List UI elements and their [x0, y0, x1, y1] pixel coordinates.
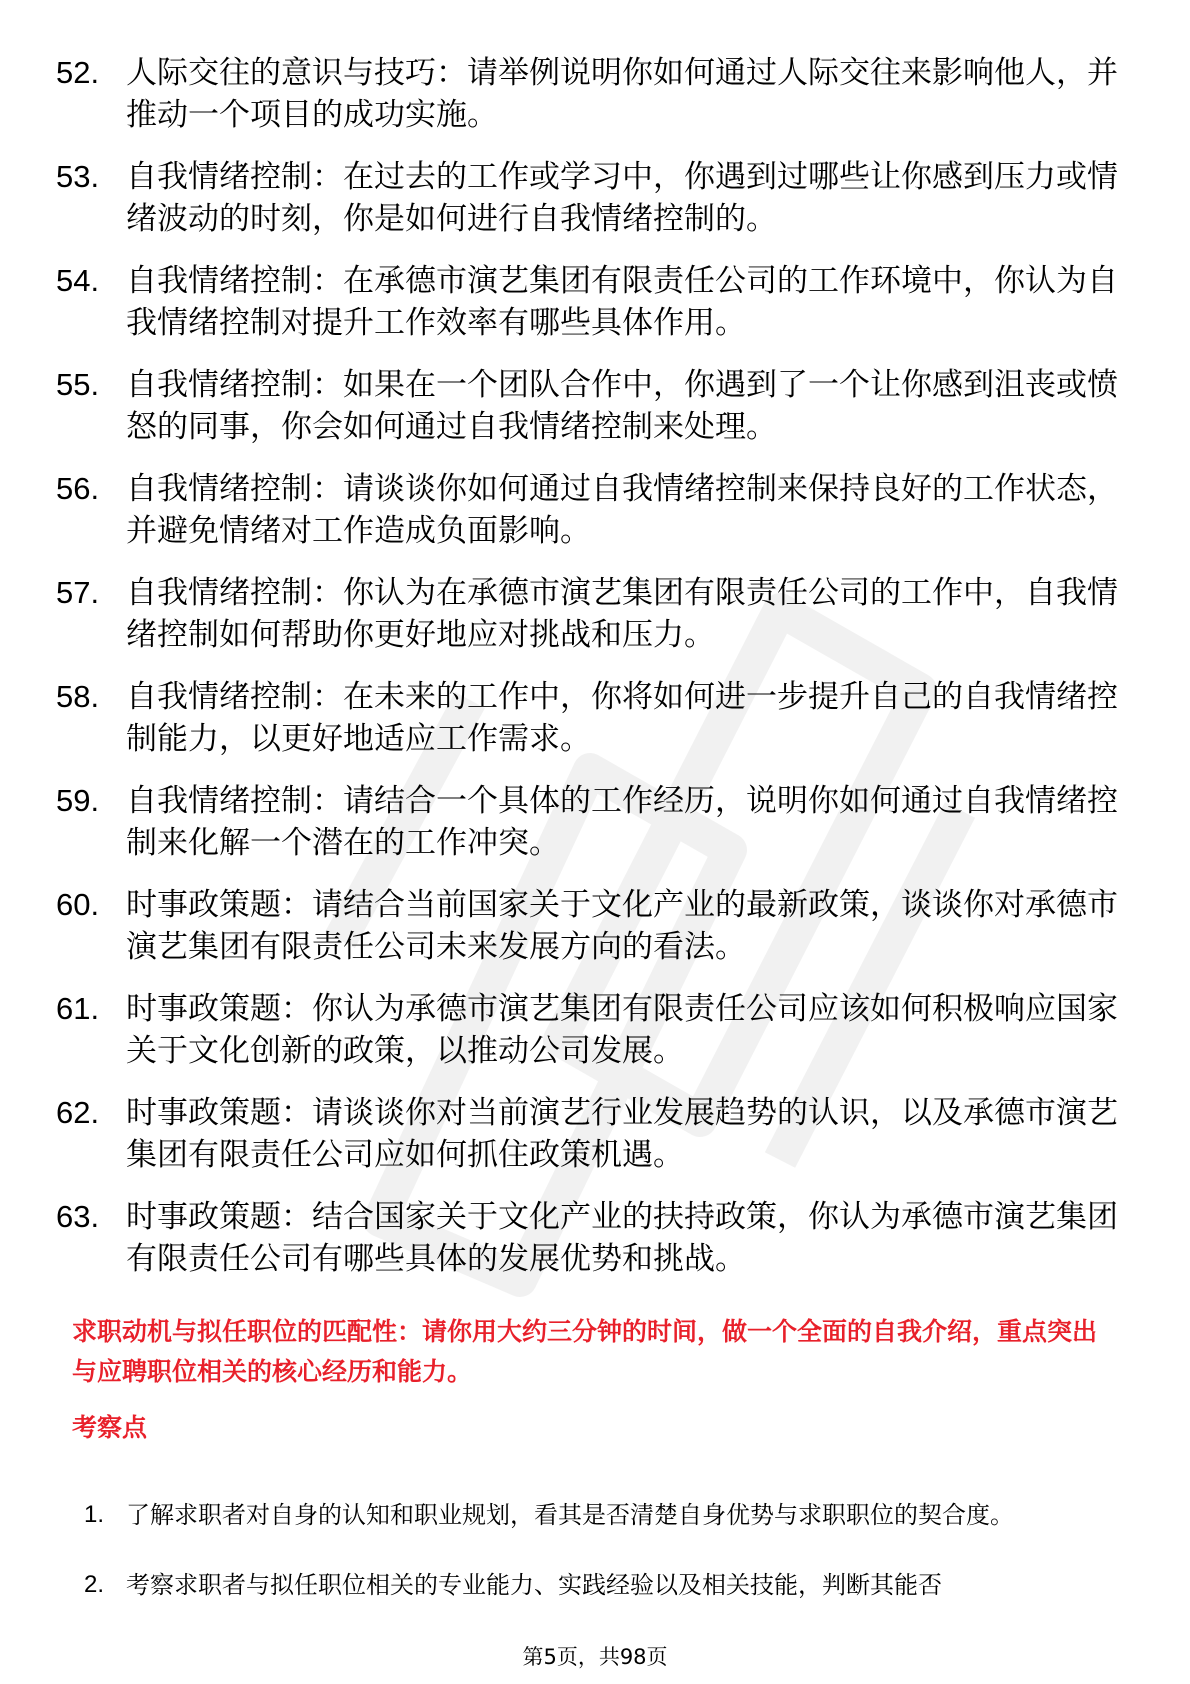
highlighted-question: 求职动机与拟任职位的匹配性：请你用大约三分钟的时间，做一个全面的自我介绍，重点突出与应聘职位相关的核心经历和能力。 [72, 1317, 1098, 1386]
point-number: 2. [84, 1571, 105, 1598]
point-text: 考察求职者与拟任职位相关的专业能力、实践经验以及相关技能，判断其能否 [126, 1571, 942, 1599]
point-number: 1. [84, 1501, 105, 1528]
question-text: 自我情绪控制：在未来的工作中，你将如何进一步提升自己的自我情绪控制能力，以更好地适应工作需求。 [126, 679, 1118, 757]
assessment-points-list [84, 1480, 1124, 1620]
point-text: 了解求职者对自身的认知和职业规划，看其是否清楚自身优势与求职职位的契合度。 [126, 1501, 1014, 1529]
question-text: 时事政策题：结合国家关于文化产业的扶持政策，你认为承德市演艺集团有限责任公司有哪些具体的发展优势和挑战。 [126, 1199, 1118, 1277]
question-text: 自我情绪控制：请谈谈你如何通过自我情绪控制来保持良好的工作状态，并避免情绪对工作造成负面影响。 [126, 471, 1118, 549]
question-text: 时事政策题：请结合当前国家关于文化产业的最新政策，谈谈你对承德市演艺集团有限责任公司未来发展方向的看法。 [126, 887, 1118, 965]
question-number: 56. [56, 471, 100, 506]
question-number: 53. [56, 159, 100, 194]
question-text: 人际交往的意识与技巧：请举例说明你如何通过人际交往来影响他人，并推动一个项目的成功实施。 [126, 55, 1118, 133]
question-number: 58. [56, 679, 100, 714]
question-number: 61. [56, 991, 100, 1026]
question-item [56, 156, 1136, 240]
list-item [84, 1550, 1124, 1620]
question-item [56, 468, 1136, 552]
list-item [84, 1480, 1124, 1550]
question-item [56, 780, 1136, 864]
question-number: 62. [56, 1095, 100, 1130]
question-text: 时事政策题：你认为承德市演艺集团有限责任公司应该如何积极响应国家关于文化创新的政策，以推动公司发展。 [126, 991, 1118, 1069]
question-number: 52. [56, 55, 100, 90]
question-number: 63. [56, 1199, 100, 1234]
question-item [56, 1196, 1136, 1280]
question-text: 自我情绪控制：请结合一个具体的工作经历，说明你如何通过自我情绪控制来化解一个潜在的工作冲突。 [126, 783, 1118, 861]
question-number: 59. [56, 783, 100, 818]
question-text: 自我情绪控制：在承德市演艺集团有限责任公司的工作环境中，你认为自我情绪控制对提升工作效率有哪些具体作用。 [126, 263, 1118, 341]
question-number: 57. [56, 575, 100, 610]
question-item [56, 572, 1136, 656]
question-text: 自我情绪控制：如果在一个团队合作中，你遇到了一个让你感到沮丧或愤怒的同事，你会如何通过自我情绪控制来处理。 [126, 367, 1118, 445]
question-item [56, 676, 1136, 760]
question-item [56, 260, 1136, 344]
question-text: 自我情绪控制：在过去的工作或学习中，你遇到过哪些让你感到压力或情绪波动的时刻，你是如何进行自我情绪控制的。 [126, 159, 1118, 237]
question-item [56, 988, 1136, 1072]
question-text: 时事政策题：请谈谈你对当前演艺行业发展趋势的认识，以及承德市演艺集团有限责任公司应如何抓住政策机遇。 [126, 1095, 1118, 1173]
question-list [56, 52, 1136, 1300]
question-item [56, 1092, 1136, 1176]
page-footer: 第5页，共98页 [522, 1645, 668, 1669]
question-number: 54. [56, 263, 100, 298]
question-item [56, 52, 1136, 136]
question-item [56, 884, 1136, 968]
section-title: 考察点 [72, 1413, 148, 1442]
question-number: 55. [56, 367, 100, 402]
question-number: 60. [56, 887, 100, 922]
question-text: 自我情绪控制：你认为在承德市演艺集团有限责任公司的工作中，自我情绪控制如何帮助你更好地应对挑战和压力。 [126, 575, 1118, 653]
question-item [56, 364, 1136, 448]
